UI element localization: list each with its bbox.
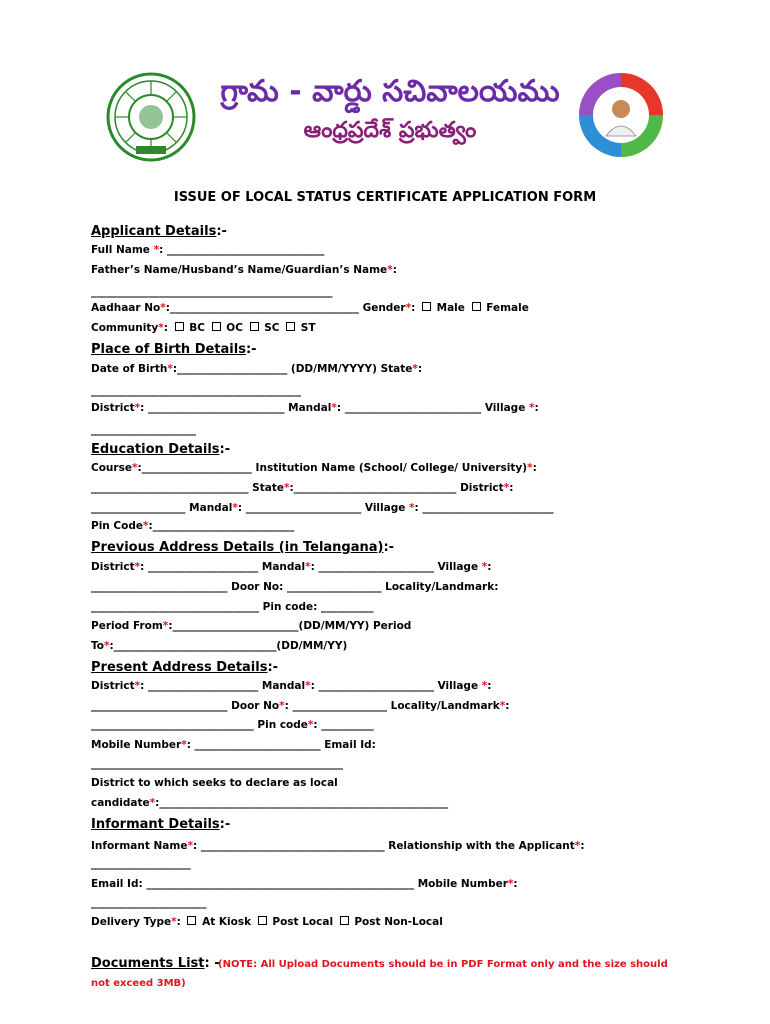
checkbox[interactable]	[250, 322, 259, 331]
form-line: Delivery Type*: At Kiosk Post Local Post Non-Local	[91, 916, 443, 928]
form-line: ______________________________________________	[91, 286, 333, 298]
edu-heading: Education Details:-	[91, 442, 231, 457]
form-line: ____________________	[91, 424, 196, 436]
sachivalayam-logo-icon	[578, 72, 664, 158]
checkbox[interactable]	[258, 916, 267, 925]
form-line: Informant Name*: ___________________________________ Relationship with the Applicant*:	[91, 840, 585, 852]
form-line: Aadhaar No*:____________________________________ Gender*: Male Female	[91, 302, 529, 314]
form-line: District*: _____________________ Mandal*: ______________________ Village *:	[91, 561, 492, 573]
form-line: To*:_______________________________(DD/MM/YY)	[91, 640, 348, 652]
form-line: __________________________ Door No*: __________________ Locality/Landmark*:	[91, 700, 510, 712]
form-line: Pin Code*:___________________________	[91, 520, 295, 532]
applicant-heading: Applicant Details:-	[91, 224, 227, 239]
checkbox[interactable]	[175, 322, 184, 331]
form-line: Period From*:________________________(DD/MM/YY) Period	[91, 620, 412, 632]
checkbox[interactable]	[422, 302, 431, 311]
form-line: Mobile Number*: ________________________ Email Id:	[91, 739, 376, 751]
checkbox[interactable]	[187, 916, 196, 925]
form-line: ______________________________ State*:_______________________________ District*:	[91, 482, 514, 494]
form-line: ______________________	[91, 897, 207, 909]
form-line: Community*: BC OC SC ST	[91, 322, 316, 334]
docs-heading: Documents List: -	[91, 956, 220, 971]
form-line: ________________________________________	[91, 385, 301, 397]
form-line: Email Id: ___________________________________________________ Mobile Number*:	[91, 878, 518, 890]
prev-heading: Previous Address Details (in Telangana):-	[91, 540, 395, 555]
form-line: District*: _____________________ Mandal*: ______________________ Village *:	[91, 680, 492, 692]
form-line: ________________________________________________	[91, 758, 343, 770]
form-title: ISSUE OF LOCAL STATUS CERTIFICATE APPLICATION FORM	[173, 190, 597, 205]
form-line: Father’s Name/Husband’s Name/Guardian’s Name*:	[91, 264, 397, 276]
birth-heading: Place of Birth Details:-	[91, 342, 257, 357]
checkbox[interactable]	[472, 302, 481, 311]
form-line: Date of Birth*:_____________________ (DD/MM/YYYY) State*:	[91, 363, 423, 375]
informant-heading: Informant Details:-	[91, 817, 231, 832]
form-line: ___________________	[91, 858, 191, 870]
andhra-pradesh-emblem-icon	[106, 72, 196, 162]
form-line: District to which seeks to declare as local	[91, 777, 338, 789]
checkbox[interactable]	[212, 322, 221, 331]
form-line: __________________ Mandal*: ______________________ Village *: _________________________	[91, 502, 554, 514]
form-line: ________________________________ Pin code: __________	[91, 601, 374, 613]
portal-title: గ్రామ - వార్డు సచివాలయము	[220, 74, 560, 109]
form-line: __________________________ Door No: __________________ Locality/Landmark:	[91, 581, 499, 593]
checkbox[interactable]	[340, 916, 349, 925]
document-note: (NOTE: All Upload Documents should be in PDF Format only and the size should	[218, 959, 668, 970]
government-subtitle: ఆంధ్రప్రదేశ్ ప్రభుత్వం	[303, 118, 477, 143]
form-line: Full Name *: ______________________________	[91, 244, 325, 256]
form-line: Course*:_____________________ Institution Name (School/ College/ University)*:	[91, 462, 537, 474]
form-line: candidate*:_______________________________________________________	[91, 797, 449, 809]
document-note: not exceed 3MB)	[91, 978, 186, 989]
form-line: _______________________________ Pin code*: __________	[91, 719, 374, 731]
present-heading: Present Address Details:-	[91, 660, 279, 675]
checkbox[interactable]	[286, 322, 295, 331]
form-line: District*: __________________________ Mandal*: __________________________ Village *:	[91, 402, 539, 414]
